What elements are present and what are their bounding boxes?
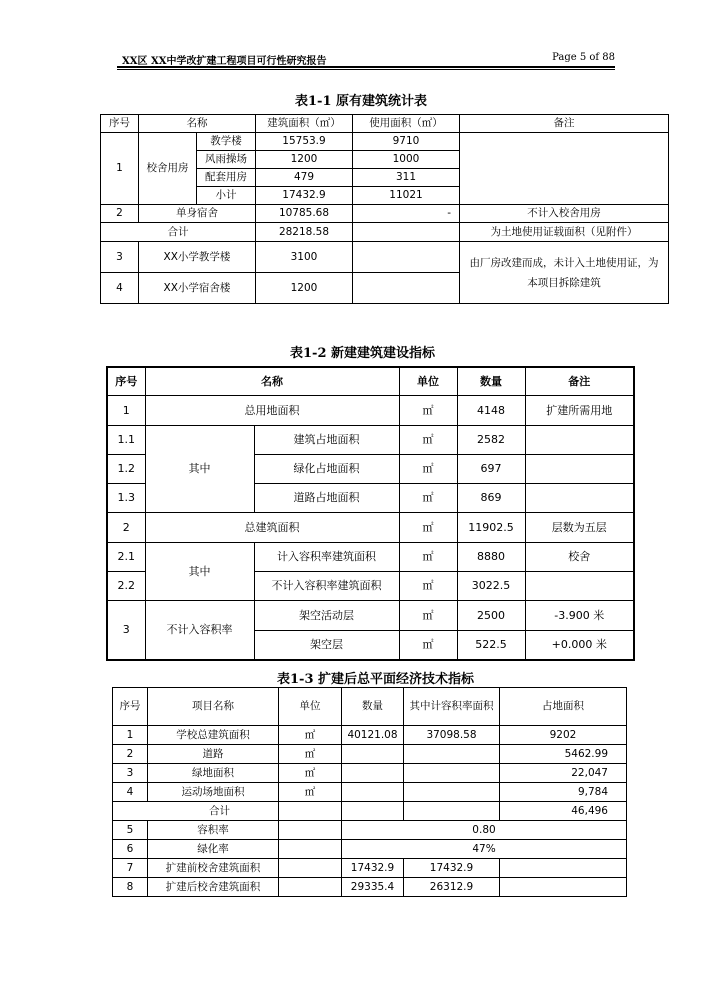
table-row <box>107 395 634 425</box>
building-area: 479 <box>256 169 353 187</box>
value: 0.80 <box>342 821 627 840</box>
table-row <box>107 425 634 454</box>
land-area: 46,496 <box>500 802 627 821</box>
remarks: -3.900 米 <box>525 600 634 630</box>
header-cell: 占地面积 <box>500 688 627 726</box>
land-area: 22,047 <box>500 764 627 783</box>
unit: ㎡ <box>399 630 457 660</box>
usable-area: 311 <box>353 169 460 187</box>
usable-area-empty <box>353 223 460 242</box>
group-label: 不计入容积率 <box>145 600 254 660</box>
header-rule <box>117 66 615 68</box>
row-number: 2 <box>107 512 145 542</box>
row-number: 1.2 <box>107 454 145 483</box>
far-area: 37098.58 <box>404 726 500 745</box>
row-number: 4 <box>113 783 148 802</box>
total-area: 28218.58 <box>256 223 353 242</box>
quantity-empty <box>342 802 404 821</box>
row-name: XX小学教学楼 <box>139 242 256 273</box>
table-row <box>113 726 627 745</box>
unit: ㎡ <box>399 512 457 542</box>
header-cell: 单位 <box>399 367 457 395</box>
sub-name: 小计 <box>197 187 256 205</box>
building-area: 10785.68 <box>256 205 353 223</box>
row-number: 4 <box>101 273 139 304</box>
unit-empty <box>279 802 342 821</box>
quantity <box>342 783 404 802</box>
land-area: 9,784 <box>500 783 627 802</box>
row-name: XX小学宿舍楼 <box>139 273 256 304</box>
page-number: Page 5 of 88 <box>552 52 615 63</box>
row-name: 扩建后校舍建筑面积 <box>148 878 279 897</box>
remarks: 扩建所需用地 <box>525 395 634 425</box>
far-area <box>404 745 500 764</box>
row-number: 7 <box>113 859 148 878</box>
sub-name: 风雨操场 <box>197 151 256 169</box>
header-cell: 序号 <box>107 367 145 395</box>
row-name: 不计入容积率建筑面积 <box>254 571 399 600</box>
remarks: 层数为五层 <box>525 512 634 542</box>
table-row <box>113 783 627 802</box>
header-cell: 备注 <box>460 115 669 133</box>
remarks: 为土地使用证载面积（见附件） <box>460 223 669 242</box>
row-number: 1.1 <box>107 425 145 454</box>
quantity: 4148 <box>457 395 525 425</box>
table-header-row <box>113 688 627 726</box>
header-cell: 序号 <box>113 688 148 726</box>
building-area: 3100 <box>256 242 353 273</box>
table-existing-buildings <box>100 114 669 304</box>
unit: ㎡ <box>399 454 457 483</box>
table3-caption: 表1-3 扩建后总平面经济技术指标 <box>277 672 475 687</box>
table-row <box>113 859 627 878</box>
header-cell: 使用面积（㎡） <box>353 115 460 133</box>
row-number: 2.1 <box>107 542 145 571</box>
row-number: 5 <box>113 821 148 840</box>
value: 47% <box>342 840 627 859</box>
row-name: 容积率 <box>148 821 279 840</box>
remarks-empty <box>525 483 634 512</box>
table-row <box>107 512 634 542</box>
quantity: 29335.4 <box>342 878 404 897</box>
quantity: 2500 <box>457 600 525 630</box>
row-number: 3 <box>107 600 145 660</box>
unit-empty <box>279 840 342 859</box>
table-site-indicators <box>112 687 627 897</box>
unit: ㎡ <box>279 764 342 783</box>
row-name: 建筑占地面积 <box>254 425 399 454</box>
header-cell: 单位 <box>279 688 342 726</box>
remarks: 校舍 <box>525 542 634 571</box>
land-area: 5462.99 <box>500 745 627 764</box>
land-area: 9202 <box>500 726 627 745</box>
row-name: 学校总建筑面积 <box>148 726 279 745</box>
total-label: 合计 <box>113 802 279 821</box>
row-number: 2 <box>101 205 139 223</box>
unit: ㎡ <box>399 483 457 512</box>
quantity: 3022.5 <box>457 571 525 600</box>
row-number: 8 <box>113 878 148 897</box>
row-name: 道路 <box>148 745 279 764</box>
row-name: 单身宿舍 <box>139 205 256 223</box>
usable-area: 9710 <box>353 133 460 151</box>
row-name: 扩建前校舍建筑面积 <box>148 859 279 878</box>
unit-empty <box>279 821 342 840</box>
header-cell: 其中计容积率面积 <box>404 688 500 726</box>
row-number: 1 <box>113 726 148 745</box>
usable-area-empty <box>353 273 460 304</box>
header-cell: 项目名称 <box>148 688 279 726</box>
row-name: 总建筑面积 <box>145 512 399 542</box>
quantity: 11902.5 <box>457 512 525 542</box>
row-name: 架空活动层 <box>254 600 399 630</box>
quantity: 869 <box>457 483 525 512</box>
row-number: 1 <box>101 133 139 205</box>
remarks-empty <box>525 454 634 483</box>
land-area-empty <box>500 859 627 878</box>
table-row <box>101 205 669 223</box>
row-name: 绿地面积 <box>148 764 279 783</box>
header-cell: 建筑面积（㎡） <box>256 115 353 133</box>
sub-name: 配套用房 <box>197 169 256 187</box>
building-area: 1200 <box>256 151 353 169</box>
table-header-row <box>107 367 634 395</box>
group-name: 校舍用房 <box>139 133 197 205</box>
row-name: 运动场地面积 <box>148 783 279 802</box>
quantity <box>342 764 404 783</box>
group-label: 其中 <box>145 542 254 600</box>
quantity: 2582 <box>457 425 525 454</box>
table-row <box>113 821 627 840</box>
row-name: 计入容积率建筑面积 <box>254 542 399 571</box>
header-cell: 数量 <box>342 688 404 726</box>
building-area: 17432.9 <box>256 187 353 205</box>
unit: ㎡ <box>399 571 457 600</box>
row-name: 道路占地面积 <box>254 483 399 512</box>
header-cell: 序号 <box>101 115 139 133</box>
row-name: 绿化占地面积 <box>254 454 399 483</box>
table-row <box>113 840 627 859</box>
row-name: 绿化率 <box>148 840 279 859</box>
table-total-row <box>101 223 669 242</box>
unit: ㎡ <box>399 425 457 454</box>
row-number: 2.2 <box>107 571 145 600</box>
remarks: 由厂房改建而成，未计入土地使用证，为本项目拆除建筑 <box>460 242 669 304</box>
row-number: 6 <box>113 840 148 859</box>
unit: ㎡ <box>279 745 342 764</box>
table-row <box>113 878 627 897</box>
table-header-row <box>101 115 669 133</box>
usable-area-empty <box>353 242 460 273</box>
usable-area: 11021 <box>353 187 460 205</box>
row-number: 3 <box>113 764 148 783</box>
building-area: 1200 <box>256 273 353 304</box>
building-area: 15753.9 <box>256 133 353 151</box>
unit: ㎡ <box>399 542 457 571</box>
header-rule-thin <box>117 69 615 70</box>
remarks: 不计入校舍用房 <box>460 205 669 223</box>
quantity: 522.5 <box>457 630 525 660</box>
table-row <box>113 764 627 783</box>
table-row <box>101 242 669 273</box>
row-number: 1.3 <box>107 483 145 512</box>
far-area <box>404 764 500 783</box>
sub-name: 教学楼 <box>197 133 256 151</box>
table1-caption: 表1-1 原有建筑统计表 <box>295 94 428 109</box>
quantity: 697 <box>457 454 525 483</box>
header-cell: 备注 <box>525 367 634 395</box>
remarks: +0.000 米 <box>525 630 634 660</box>
unit: ㎡ <box>279 783 342 802</box>
header-cell: 数量 <box>457 367 525 395</box>
table2-caption: 表1-2 新建建筑建设指标 <box>290 346 436 361</box>
remarks-empty <box>525 425 634 454</box>
far-area-empty <box>404 802 500 821</box>
header-cell: 名称 <box>145 367 399 395</box>
quantity: 8880 <box>457 542 525 571</box>
remarks-empty <box>525 571 634 600</box>
row-number: 2 <box>113 745 148 764</box>
row-number: 3 <box>101 242 139 273</box>
unit: ㎡ <box>399 600 457 630</box>
row-name: 总用地面积 <box>145 395 399 425</box>
total-label: 合计 <box>101 223 256 242</box>
quantity: 17432.9 <box>342 859 404 878</box>
land-area-empty <box>500 878 627 897</box>
remarks-empty <box>460 133 669 205</box>
page-header <box>117 50 615 66</box>
document-title: XX区 XX中学改扩建工程项目可行性研究报告 <box>122 56 327 67</box>
quantity: 40121.08 <box>342 726 404 745</box>
unit-empty <box>279 878 342 897</box>
table-new-building-indicators <box>106 366 635 661</box>
table-row <box>107 542 634 571</box>
unit-empty <box>279 859 342 878</box>
usable-area: 1000 <box>353 151 460 169</box>
unit: ㎡ <box>399 395 457 425</box>
table-total-row <box>113 802 627 821</box>
group-label: 其中 <box>145 425 254 512</box>
table-row <box>107 600 634 630</box>
unit: ㎡ <box>279 726 342 745</box>
row-number: 1 <box>107 395 145 425</box>
table-row <box>113 745 627 764</box>
table-row <box>101 133 669 151</box>
quantity <box>342 745 404 764</box>
far-area <box>404 783 500 802</box>
far-area: 26312.9 <box>404 878 500 897</box>
row-name: 架空层 <box>254 630 399 660</box>
usable-area: - <box>353 205 460 223</box>
header-cell: 名称 <box>139 115 256 133</box>
far-area: 17432.9 <box>404 859 500 878</box>
